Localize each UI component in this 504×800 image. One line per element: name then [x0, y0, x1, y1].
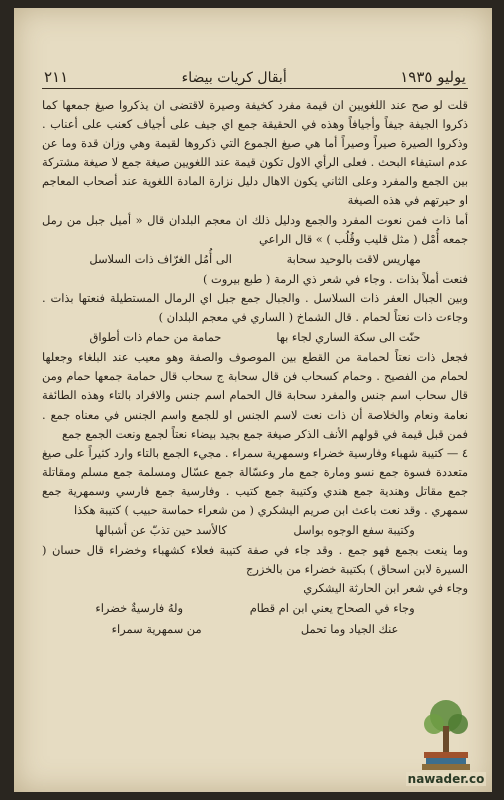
verse-hemistich: مهاريس لاقت بالوحيد سحابة [286, 251, 421, 266]
paragraph: وبين الجبال العفر ذات السلاسل . والجبال جمع جبل اي الرمال المستطيلة فنعتها بذات . وجاءت ذات نعتاً لحمام . قال الشماخ ( الساري في معجم البلدان ) [42, 290, 468, 325]
verse-hemistich: عنك الجياد وما تحمل [300, 621, 399, 636]
tree-on-books-icon [416, 696, 476, 772]
header-title: أبقال كريات بيضاء [181, 70, 287, 86]
verse-line [42, 250, 468, 269]
header-rule [42, 88, 468, 89]
verse-hemistich: وكتيبة سفع الوجوه بواسل [293, 523, 415, 538]
verse-line [42, 620, 468, 639]
verse-hemistich: من سمهرية سمراء [111, 621, 202, 636]
page-number: ٢١١ [44, 68, 69, 86]
paragraph: وما ينعت بجمع فهو جمع . وقد جاء في صفة كتيبة فعلاء كشهباء وخضراء قال حسان ( السيرة لابن اسحاق ) بكتيبة خضراء من بالخزرج [42, 543, 468, 577]
verse-hemistich: حمامة من حمام ذات أطواق [89, 330, 222, 345]
book-page [14, 8, 492, 792]
paragraph: فنعت أملاً بذات . وجاء في شعر ذي الرمة ( طبع بيروت ) [202, 271, 468, 286]
verse-hemistich: كالأسد حين تذبّ عن أشبالها [95, 523, 227, 538]
body-text [42, 96, 468, 732]
watermark [406, 686, 486, 786]
verse-hemistich: الى أُمُل الغرّاف ذات السلاسل [89, 251, 232, 266]
verse-line [42, 599, 468, 618]
paragraph: فجعل ذات نعتاً لحمامة من القطع بين الموصوف والصفة وهو معيب عند البلغاء وجعلها لحمام من الفصيح . وحمام كسحاب فن قال سحابة ج سحاب قال حمامة جمعها حمام ومن قال سحاب اسم جنس والمفرد سحابة قال الحمام اسم جنس والافراد بالتاء وهذه الطائفة نعامة ونعام والخلاصة أن ذات نعت لاسم الجنس او للجمع واسم الجنس في معناه جمع . فمن قبل قيمة في قولهم الأنف الذكر صيغة جمع بجيد بيضاء نعتاً لجمع ونعت الجمع جمع [42, 350, 468, 441]
watermark-label: nawader.co [407, 772, 485, 786]
running-header [44, 60, 466, 86]
verse-hemistich: حنّت الى سكة الساري لجاء بها [276, 330, 421, 345]
verse-hemistich: ولهُ فارسيةٌ خضراء [95, 601, 183, 616]
header-date: يوليو ١٩٣٥ [400, 68, 466, 86]
paragraph: وجاء في شعر ابن الحارثة اليشكري [303, 581, 468, 596]
verse-line [42, 521, 468, 540]
paragraph: ٤ — كتيبة شهباء وفارسية خضراء وسمهرية سمراء . مجيء الجمع بالتاء وارد كثيراً على صيغ متعددة فسوة جمع نسو ومارة جمع مار وعسّالة جمع عسّال ومسلمة جمع مسلم ومقاتلة جمع مقاتل وهندية جمع هندي وكتيبة جمع كتيب . وفارسية جمع فارسي وسمهرية جمع سمهري . وقد نعت باعث ابن صريم اليشكري ( من شعراء حماسة حبيب ) كتيبة هكذا [42, 445, 468, 517]
verse-hemistich: وجاء في الصحاح يعني ابن ام قطام [249, 601, 415, 616]
paragraph: أما ذات فمن نعوت المفرد والجمع ودليل ذلك ان معجم البلدان قال « أميل جبل من رمل جمعه أُمْل ( مثل قليب وقُلُب ) » قال الراعي [42, 212, 468, 246]
verse-line [42, 328, 468, 347]
paragraph: قلت لو صح عند اللغويين ان قيمة مفرد كخيفة وصيرة لاقتضى ان يذكروا صيغ جمعها كما ذكروا الجيفة جيفاً وأجيافاً وهذه في الحقيقة جمع اي جيف على أجياف كعنب على أعناب . وذكروا الصيرة صيراً وصيراً أما هي صيغ الجموع التي ذكروها لقيمة وهي وزان قدة وما عن عدم استيفاء البحث . فعلى الرأي الاول تكون قيمة عند اللغويين صيغة جمع لا صيغة مشتركة بين الجمع والمفرد وعلى الثاني يكون الاهال دليل نزارة المادة اللغوية عند أصحاب المعاجم او حيرتهم في هذه الصيغة [42, 98, 468, 208]
